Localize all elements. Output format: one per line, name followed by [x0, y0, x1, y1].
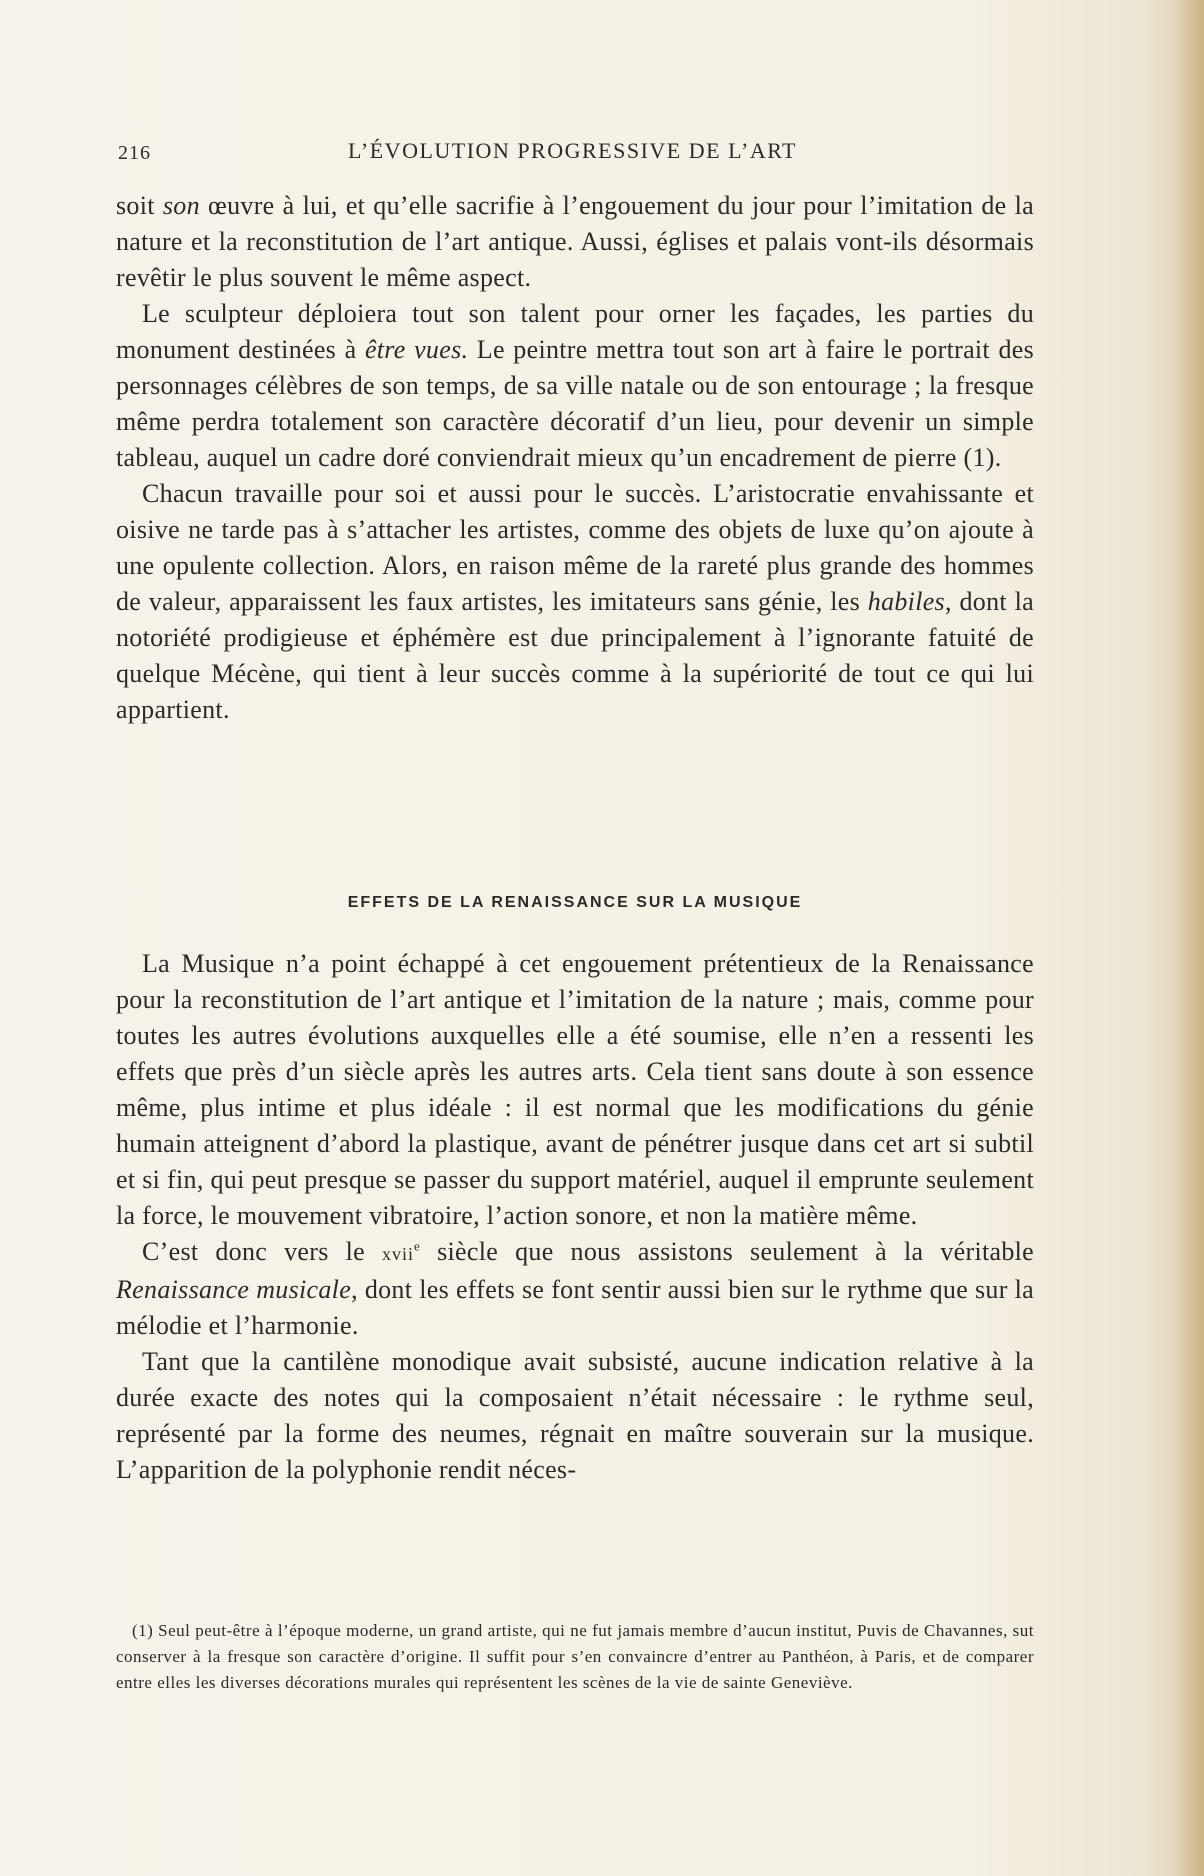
paragraph — [116, 188, 1034, 296]
footnote — [116, 1618, 1034, 1696]
footnote-text: (1) Seul peut-être à l’époque moderne, un grand artiste, qui ne fut jamais membre d’aucun institut, Puvis de Chavannes, sut conserver à la fresque son caractère d’origine. Il suffit pour s’en convaincre d’entrer au Panthéon, à Paris, et de comparer entre elles les diverses décorations murales qui représentent les scènes de la vie de sainte Geneviève. — [116, 1621, 1034, 1692]
text-run: Le sculpteur déploiera tout son talent pour orner les façades, les parties du monument destinées à — [116, 299, 1034, 364]
text-run: , dont la notoriété prodigieuse et éphémère est due principalement à l’ignorante fatuité de quelque Mécène, qui tient à leur succès comme à la supériorité de tout ce qui lui appartient. — [116, 587, 1034, 724]
page-header — [118, 138, 1038, 168]
superscript: e — [414, 1238, 421, 1254]
paragraph — [116, 296, 1034, 476]
text-run: C’est donc vers le — [142, 1237, 383, 1266]
body-text-upper — [116, 188, 1034, 728]
paragraph — [116, 1234, 1034, 1344]
small-caps-text: xvii — [382, 1244, 415, 1264]
page-edge-shadow — [1176, 0, 1204, 1876]
page-number: 216 — [118, 142, 151, 164]
italic-text: être vues. — [364, 335, 469, 364]
paragraph: Tant que la cantilène monodique avait subsisté, aucune indication relative à la durée exacte des notes qui la composaient n’était nécessaire : le rythme seul, représenté par la forme des neumes, régnait en maître souverain sur la musique. L’apparition de la polyphonie rendit néces- — [116, 1347, 1034, 1484]
text-run: soit — [116, 191, 163, 220]
italic-text: habiles — [867, 587, 945, 616]
italic-text: Renaissance musicale — [116, 1275, 352, 1304]
text-run: , dont les effets se font sentir aussi bien sur le rythme que sur la mélodie et l’harmonie. — [116, 1275, 1035, 1340]
text-run: siècle que nous assistons seulement à la véritable — [420, 1237, 1034, 1266]
paragraph: La Musique n’a point échappé à cet engouement prétentieux de la Renaissance pour la reconstitution de l’art antique et l’imitation de la nature ; mais, comme pour toutes les autres évolutions auxquelles elle a été soumise, elle n’en a ressenti les effets que près d’un siècle après les autres arts. Cela tient sans doute à son essence même, plus intime et plus idéale : il est normal que les modifications du génie humain atteignent d’abord la plastique, avant de pénétrer jusque dans cet art si subtil et si fin, qui peut presque se passer du support matériel, auquel il emprunte seulement la force, le mouvement vibratoire, l’action sonore, et non la matière même. — [116, 949, 1034, 1230]
section-heading: EFFETS DE LA RENAISSANCE SUR LA MUSIQUE — [347, 894, 803, 911]
body-text-lower — [116, 946, 1034, 1488]
text-run: Le peintre mettra tout son art à faire le portrait des personnages célèbres de son temps, de sa ville natale ou de son entourage ; la fresque même perdra totalement son caractère décoratif d’un lieu, pour devenir un simple tableau, auquel un cadre doré conviendrait mieux qu’un encadrement de pierre (1). — [116, 335, 1035, 472]
italic-text: son — [162, 191, 200, 220]
text-run: œuvre à lui, et qu’elle sacrifie à l’engouement du jour pour l’imitation de la nature et la reconstitution de l’art antique. Aussi, églises et palais vont-ils désormais revêtir le plus souvent le même aspect. — [116, 191, 1034, 292]
running-title: L’ÉVOLUTION PROGRESSIVE DE L’ART — [348, 138, 797, 163]
text-run: Chacun travaille pour soi et aussi pour le succès. L’aristocratie envahissante et oisive ne tarde pas à s’attacher les artistes, comme des objets de luxe qu’on ajoute à une opulente collection. Alors, en raison même de la rareté plus grande des hommes de valeur, apparaissent les faux artistes, les imitateurs sans génie, les — [116, 479, 1034, 616]
paragraph — [116, 476, 1034, 728]
